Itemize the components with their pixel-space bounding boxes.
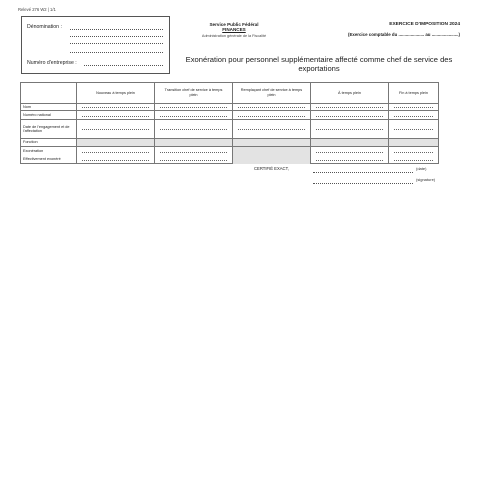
table-cell[interactable] — [155, 139, 233, 147]
table-cell[interactable] — [233, 120, 311, 139]
table-cell[interactable] — [155, 155, 233, 164]
table-cell[interactable] — [155, 147, 233, 156]
table-cell[interactable] — [311, 147, 389, 156]
denomination-field-line-3[interactable] — [70, 43, 163, 44]
column-header: À temps plein — [311, 83, 389, 104]
table-cell[interactable] — [77, 139, 155, 147]
table-row — [21, 111, 439, 120]
certification-label: CERTIFIÉ EXACT, — [254, 166, 289, 171]
column-header — [21, 83, 77, 104]
table-row — [21, 155, 439, 164]
row-label: Numéro national — [21, 111, 77, 120]
table-cell[interactable] — [155, 120, 233, 139]
table-header-row — [21, 83, 439, 104]
enterprise-number-label: Numéro d'entreprise : — [27, 60, 77, 66]
agency-administration: Administration générale de la Fiscalité — [201, 34, 267, 38]
table-row — [21, 139, 439, 147]
table-cell[interactable] — [389, 104, 439, 111]
denomination-field-line-1[interactable] — [70, 29, 163, 30]
fiscal-year: EXERCICE D'IMPOSITION 2024 — [389, 22, 460, 27]
table-cell[interactable] — [311, 111, 389, 120]
column-header: Remplaçant chef de service à temps plein — [233, 83, 311, 104]
form-reference: Relevé 276 W2 | 1/1 — [18, 7, 56, 12]
row-label: Date de l'engagement et de l'affectation — [21, 120, 77, 139]
denomination-field-line-2[interactable] — [70, 36, 163, 37]
enterprise-number-field[interactable] — [84, 65, 163, 66]
row-label: Nom — [21, 104, 77, 111]
column-header: Nouveau à temps plein — [77, 83, 155, 104]
date-field[interactable] — [313, 172, 413, 173]
table-cell[interactable] — [389, 120, 439, 139]
table-cell[interactable] — [155, 104, 233, 111]
table-cell-disabled — [233, 147, 311, 164]
table-cell[interactable] — [389, 139, 439, 147]
table-cell[interactable] — [77, 111, 155, 120]
row-label: Effectivement exonéré — [21, 155, 77, 164]
row-label: Exonération — [21, 147, 77, 156]
table-cell[interactable] — [389, 155, 439, 164]
table-cell[interactable] — [77, 155, 155, 164]
table-row — [21, 104, 439, 111]
table-cell[interactable] — [389, 111, 439, 120]
fiscal-period: (Exercice comptable du ..................... au ......................) — [348, 32, 460, 37]
column-header: Transition chef de service à temps plein — [155, 83, 233, 104]
table-cell[interactable] — [233, 104, 311, 111]
table-cell[interactable] — [77, 120, 155, 139]
table-row — [21, 120, 439, 139]
fiscal-header — [300, 22, 460, 37]
table-cell[interactable] — [155, 111, 233, 120]
row-label: Fonction — [21, 139, 77, 147]
table-cell[interactable] — [233, 139, 311, 147]
table-cell[interactable] — [311, 120, 389, 139]
table-cell[interactable] — [311, 139, 389, 147]
signature-field[interactable] — [313, 183, 413, 184]
table-cell[interactable] — [311, 155, 389, 164]
table-cell[interactable] — [77, 104, 155, 111]
identification-box — [21, 16, 170, 74]
agency-service: Service Public Fédéral — [209, 22, 259, 27]
table-cell[interactable] — [233, 111, 311, 120]
exemption-table — [20, 82, 439, 164]
denomination-field-line-4[interactable] — [70, 52, 163, 53]
table-row — [21, 147, 439, 156]
table-cell[interactable] — [77, 147, 155, 156]
column-header: Fin à temps plein — [389, 83, 439, 104]
table-cell[interactable] — [389, 147, 439, 156]
signature-label: (signature) — [416, 177, 436, 182]
denomination-label: Dénomination : — [27, 24, 62, 30]
form-title: Exonération pour personnel supplémentaire affecté comme chef de service des exportations — [185, 55, 453, 73]
date-label: (date) — [416, 166, 427, 171]
agency-header — [188, 22, 280, 38]
table-cell[interactable] — [311, 104, 389, 111]
agency-ministry: FINANCES — [222, 27, 246, 32]
